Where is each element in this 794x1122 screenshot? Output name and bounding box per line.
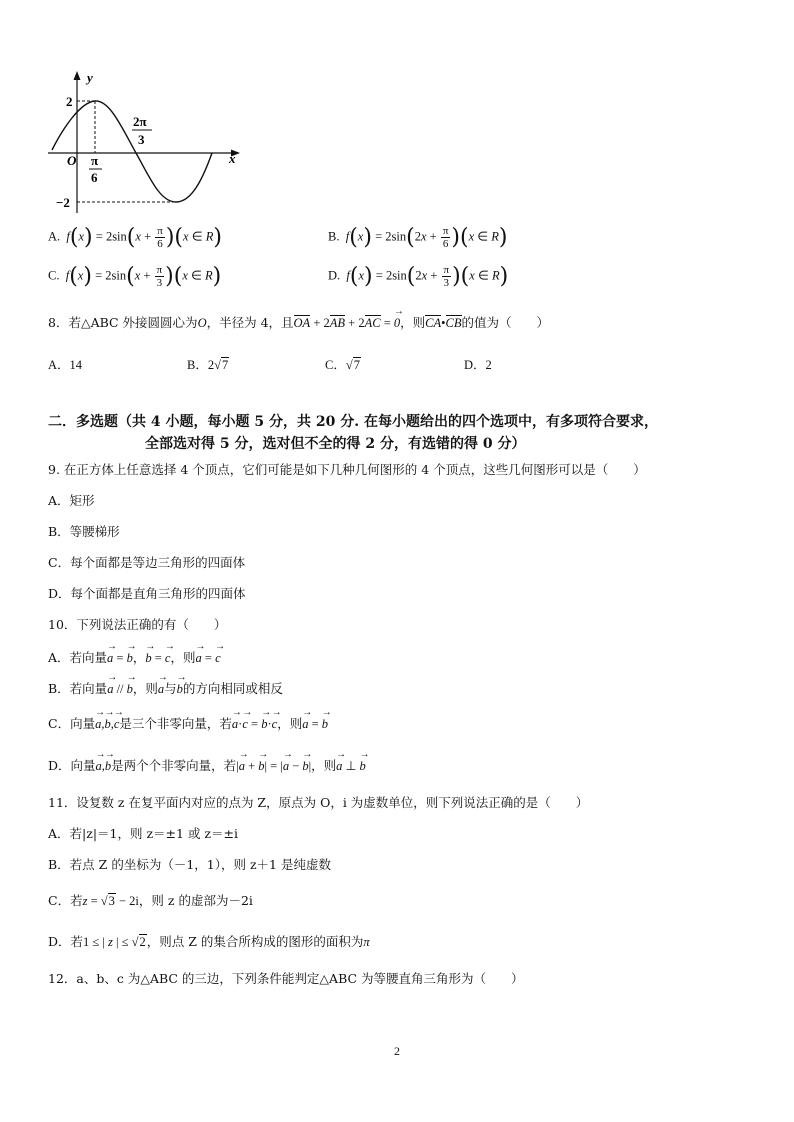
q9-option-b[interactable]: B．等腰梯形 [48, 524, 120, 539]
x-axis-label: x [229, 151, 236, 166]
q7-c-label: C. [48, 268, 60, 283]
q7-option-c[interactable]: C. f(x) = 2sin(x + $\frac{\pi}{3}$ )(x ∈ R) [48, 264, 222, 289]
q10-stem: 10．下列说法正确的有（ ） [48, 617, 227, 632]
q10-option-b[interactable]: B．若向量→ a // → b，则→ a与→ b的方向相同或相反 [48, 679, 283, 697]
q11-option-d[interactable]: D．若1 ≤ | z | ≤ √2，则点 Z 的集合所构成的图形的面积为π [48, 934, 370, 949]
q8-option-a[interactable]: A．14 [48, 358, 83, 372]
q7-b-label: B. [328, 229, 340, 244]
q10-option-d[interactable]: D．向量→ a,→ b是两个个非零向量，若|→ a + → b| = |→ a − → b|，则→ a ⊥ → b [48, 756, 366, 774]
2pi3-den: 3 [138, 132, 145, 147]
q9-option-a[interactable]: A．矩形 [48, 493, 95, 508]
q7-d-label: D. [328, 268, 341, 283]
origin-label: O [67, 153, 77, 168]
q8-option-b[interactable]: B．2√7 [187, 358, 229, 372]
section2-heading-line2: 全部选对得 5 分，选对但不全的得 2 分，有选错的得 0 分） [145, 436, 526, 452]
q10-option-c[interactable]: C．向量→ a,→ b,→ c是三个非零向量，若→ a·→ c = → b·→ c，则→ a = → b [48, 714, 328, 732]
q8-option-c[interactable]: C．√7 [325, 358, 360, 372]
q7-a-label: A. [48, 229, 61, 244]
q11-option-a[interactable]: A．若|z|＝1，则 z＝±1 或 z＝±i [48, 826, 238, 841]
q11-option-b[interactable]: B．若点 Z 的坐标为（－1，1），则 z＋1 是纯虚数 [48, 857, 331, 872]
q9-stem: 9. 在正方体上任意选择 4 个顶点，它们可能是如下几种几何图形的 4 个顶点，这些几何图形可以是（ ） [48, 462, 646, 477]
min-label: −2 [56, 195, 70, 210]
q7-option-d[interactable]: D. f(x) = 2sin(2x + $\frac{\pi}{3}$ )(x ∈ R) [328, 264, 509, 289]
q9-option-d[interactable]: D．每个面都是直角三角形的四面体 [48, 586, 246, 601]
sine-curve [52, 101, 212, 202]
y-axis-arrow [74, 71, 81, 80]
sine-graph [40, 68, 255, 218]
pi6-den: 6 [91, 170, 98, 185]
pi6-num: π [91, 153, 99, 168]
q12-stem: 12．a、b、c 为△ABC 的三边，下列条件能判定△ABC 为等腰直角三角形为（ ） [48, 971, 524, 986]
q7-option-b[interactable]: B. f(x) = 2sin(2x + $\frac{\pi}{6}$ )(x ∈ R) [328, 225, 508, 250]
q7-option-a[interactable]: A. f(x) = 2sin(x + $\frac{\pi}{6}$ )(x ∈ R) [48, 225, 222, 250]
q10-option-a[interactable]: A．若向量→ a = → b，→ b = → c，则→ a = → c [48, 648, 221, 666]
q8-stem: 8．若△ABC 外接圆圆心为O，半径为 4，且OA + 2AB + 2AC = → 0，则CA•CB的值为（ ） [48, 313, 549, 331]
section2-heading-line1: 二．多选题（共 4 小题，每小题 5 分，共 20 分. 在每小题给出的四个选项中，有多项符合要求， [48, 414, 658, 430]
y-axis-label: y [87, 70, 93, 85]
max-label: 2 [66, 94, 73, 109]
2pi3-num: 2π [133, 114, 147, 129]
q9-option-c[interactable]: C．每个面都是等边三角形的四面体 [48, 555, 246, 570]
q11-stem: 11．设复数 z 在复平面内对应的点为 Z，原点为 O，i 为虚数单位，则下列说法正确的是（ ） [48, 795, 589, 810]
page-number: 2 [394, 1044, 400, 1058]
q11-option-c[interactable]: C．若z = √3 − 2i，则 z 的虚部为－2i [48, 893, 253, 908]
q8-option-d[interactable]: D．2 [464, 358, 492, 372]
